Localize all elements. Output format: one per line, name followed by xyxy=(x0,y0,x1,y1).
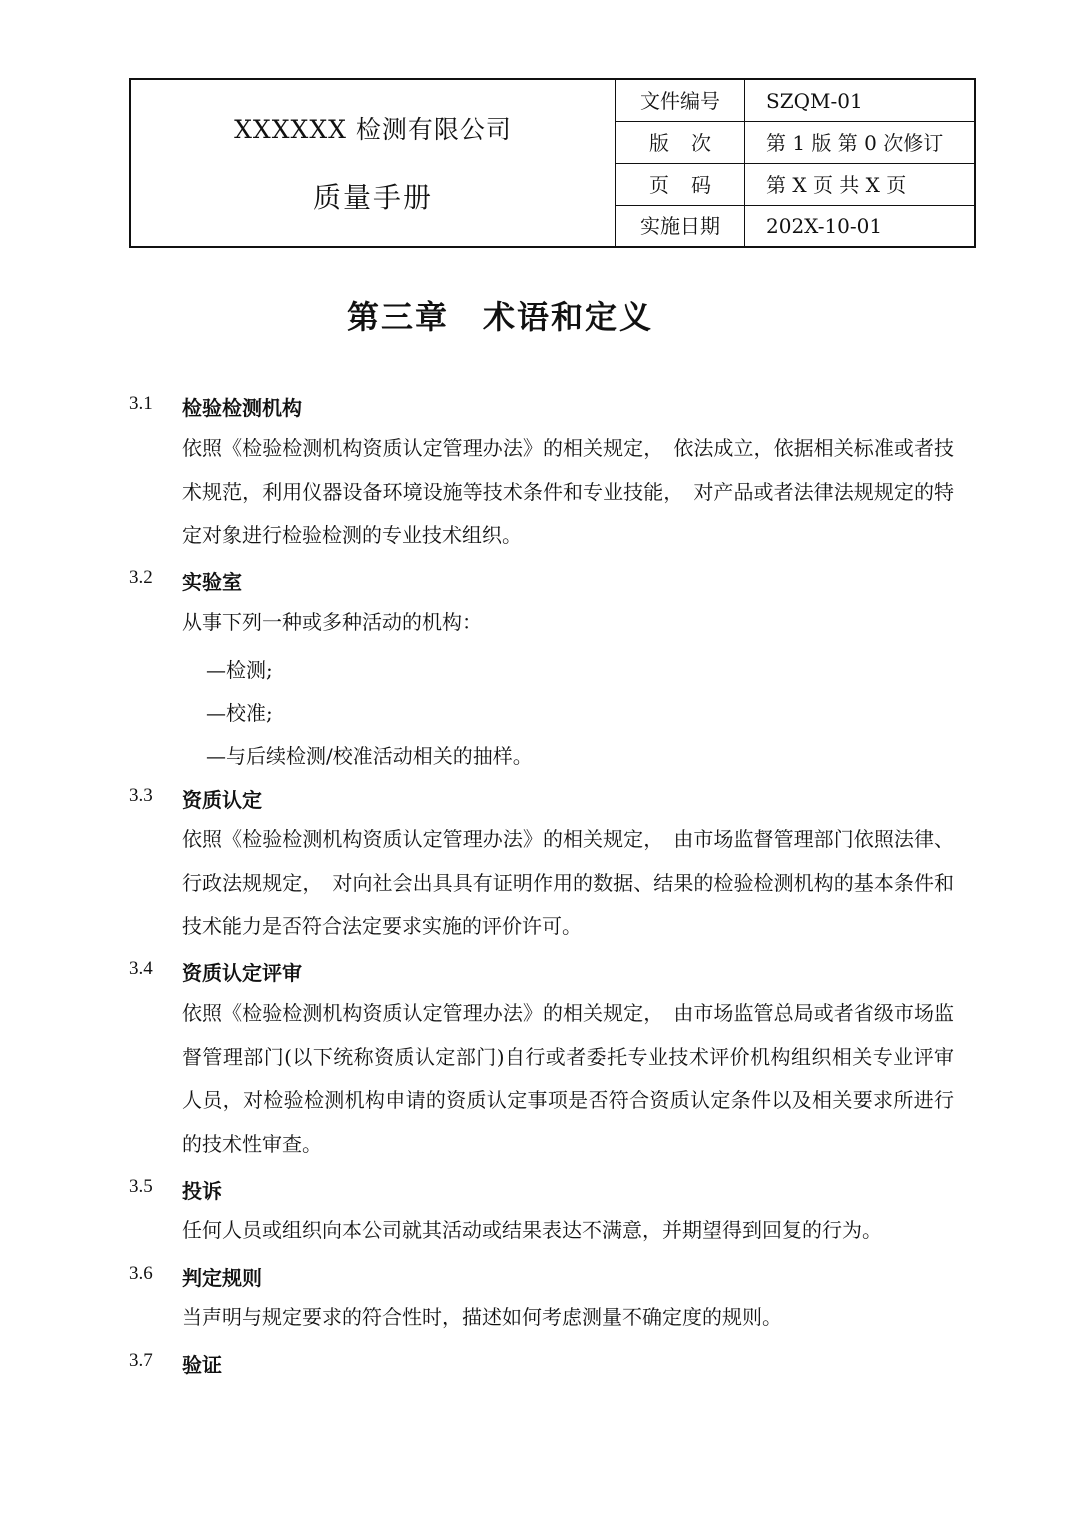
section-paragraph: 依照《检验检测机构资质认定管理办法》的相关规定， 依法成立，依据相关标准或者技术规范，利用仪器设备环境设施等技术条件和专业技能， 对产品或者法律法规规定的特定对象进行检验检测的专业技术组织。 xyxy=(182,436,954,547)
meta-label-effective-date: 实施日期 xyxy=(616,206,745,246)
meta-label-version: 版次 xyxy=(616,122,745,163)
meta-row-version xyxy=(616,122,976,164)
section-number: 3.2 xyxy=(129,567,153,588)
company-cell xyxy=(131,80,616,246)
company-name: XXXXXX 检测有限公司 xyxy=(234,115,512,144)
section-paragraph: 从事下列一种或多种活动的机构： xyxy=(182,610,482,634)
section-number: 3.1 xyxy=(129,393,153,414)
section-number: 3.6 xyxy=(129,1263,153,1284)
section-number: 3.5 xyxy=(129,1176,153,1197)
section-title: 判定规则 xyxy=(182,1266,262,1290)
meta-value-effective-date: 202X-10-01 xyxy=(766,214,883,238)
meta-value-version: 第 1 版 第 0 次修订 xyxy=(766,131,944,155)
section-title: 检验检测机构 xyxy=(182,396,302,420)
list-item: —检测; xyxy=(206,658,273,682)
meta-row-doc-number xyxy=(616,80,976,122)
section-paragraph: 依照《检验检测机构资质认定管理办法》的相关规定， 由市场监管总局或者省级市场监督管理部门(以下统称资质认定部门)自行或者委托专业技术评价机构组织相关专业评审人员，对检验检测机构申请的资质认定事项是否符合资质认定条件以及相关要求所进行的技术性审查。 xyxy=(182,1001,954,1156)
meta-label-doc-number: 文件编号 xyxy=(616,80,745,121)
section-number: 3.4 xyxy=(129,958,153,979)
section-title: 投诉 xyxy=(182,1179,222,1203)
section-title: 资质认定评审 xyxy=(182,961,302,985)
list-item: —校准; xyxy=(206,701,273,725)
section-number: 3.3 xyxy=(129,785,153,806)
list-item: —与后续检测/校准活动相关的抽样。 xyxy=(206,744,533,768)
section-number: 3.7 xyxy=(129,1350,153,1371)
chapter-title: 第三章 术语和定义 xyxy=(346,298,653,336)
section-paragraph: 当声明与规定要求的符合性时，描述如何考虑测量不确定度的规则。 xyxy=(182,1305,782,1329)
meta-value-page: 第 X 页 共 X 页 xyxy=(766,173,907,197)
section-title: 资质认定 xyxy=(182,788,262,812)
meta-value-doc-number: SZQM-01 xyxy=(766,89,863,113)
meta-row-page xyxy=(616,164,976,206)
manual-title: 质量手册 xyxy=(312,181,433,214)
section-paragraph: 依照《检验检测机构资质认定管理办法》的相关规定， 由市场监督管理部门依照法律、行政法规规定， 对向社会出具具有证明作用的数据、结果的检验检测机构的基本条件和技术能力是否符合法定要求实施的评价许可。 xyxy=(182,827,954,938)
meta-row-effective-date xyxy=(616,206,976,246)
section-paragraph: 任何人员或组织向本公司就其活动或结果表达不满意，并期望得到回复的行为。 xyxy=(182,1218,882,1242)
section-title: 实验室 xyxy=(182,570,242,594)
section-title: 验证 xyxy=(182,1353,222,1377)
meta-label-page: 页码 xyxy=(616,164,745,205)
document-header-table xyxy=(129,78,976,248)
